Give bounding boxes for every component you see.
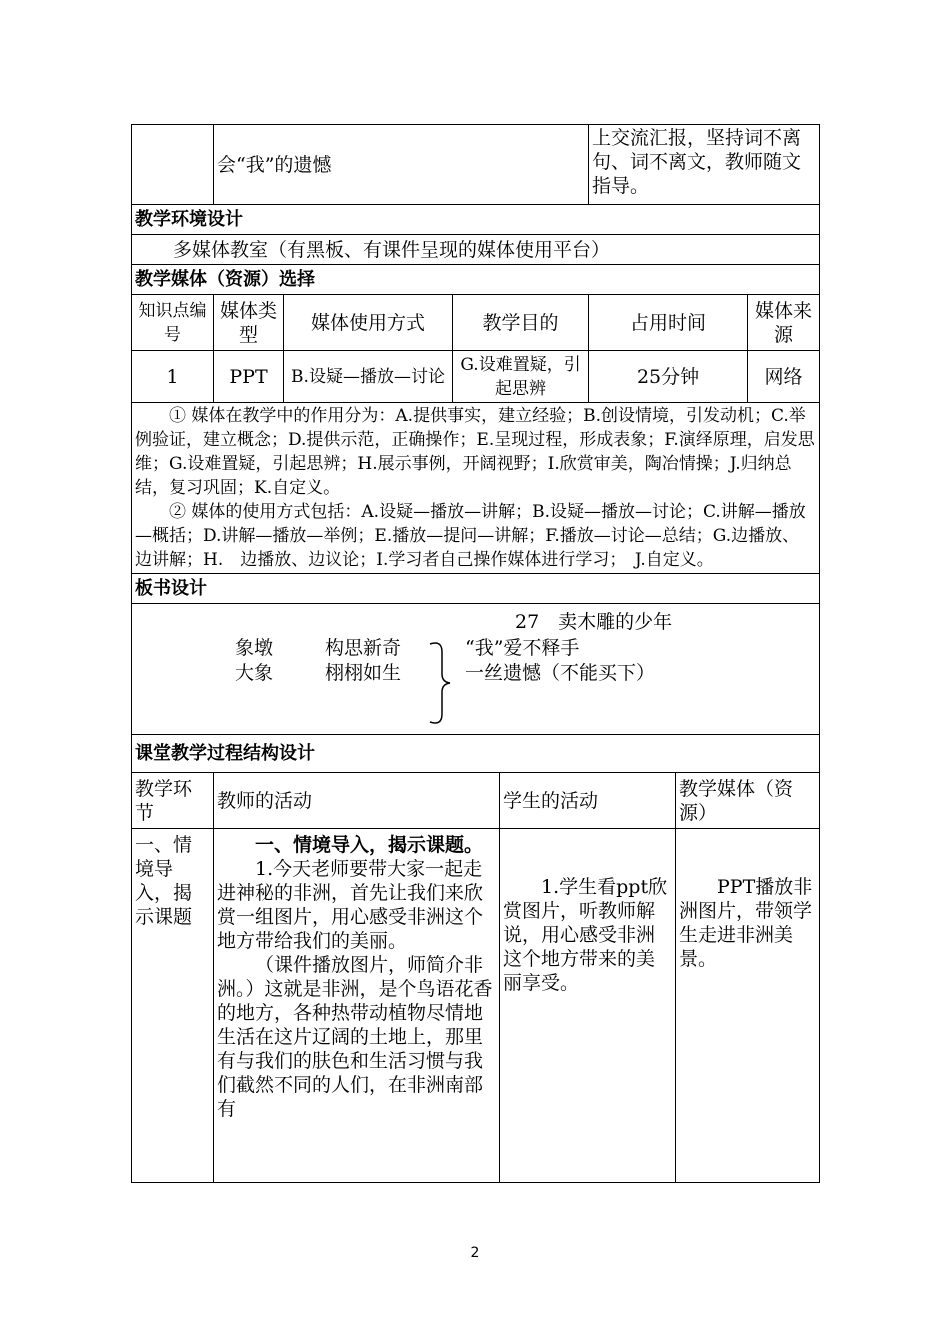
process-table	[131, 772, 820, 1183]
media-cell-type: PPT	[214, 351, 284, 403]
media-header-row	[132, 295, 820, 351]
media-cell-source: 网络	[748, 351, 820, 403]
process-media-cell	[676, 829, 820, 1183]
board-design-area	[132, 604, 820, 735]
continued-row	[132, 125, 820, 205]
media-cell-time: 25分钟	[589, 351, 748, 403]
board-heading: 板书设计	[132, 574, 820, 604]
continued-text-middle: 会“我”的遗憾	[217, 153, 332, 176]
media-notes-cell	[132, 403, 820, 574]
process-header-media: 教学媒体（资源）	[676, 773, 820, 829]
media-header-source: 媒体来源	[748, 295, 820, 351]
process-header-stage: 教学环节	[132, 773, 214, 829]
board-right-1: “我”爱不释手	[465, 637, 580, 659]
process-stage-cell: 一、情境导入，揭示课题	[132, 829, 214, 1183]
continued-cell-middle	[214, 125, 589, 205]
env-text: 多媒体教室（有黑板、有课件呈现的媒体使用平台）	[132, 235, 820, 265]
teacher-section-title: 一、情境导入，揭示课题。	[255, 834, 484, 856]
media-cell-purpose: G.设难置疑，引起思辨	[453, 351, 589, 403]
process-row-intro	[132, 829, 820, 1183]
media-note-usage: ② 媒体的使用方式包括：A.设疑—播放—讲解；B.设疑—播放—讨论；C.讲解—播放—概括；D.讲解—播放—举例；E.播放—提问—讲解；F.播放—讨论—总结；G.边播放、边讲解；H. 边播放、边议论；I.学习者自己操作媒体进行学习； J.自定义。	[135, 502, 806, 570]
media-header-time: 占用时间	[589, 295, 748, 351]
process-heading: 课堂教学过程结构设计	[132, 735, 820, 773]
media-note-roles: ① 媒体在教学中的作用分为：A.提供事实，建立经验；B.创设情境，引发动机；C.举例验证，建立概念；D.提供示范，正确操作；E.呈现过程，形成表象；F.演绎原理，启发思维；G.设难置疑，引起思辨；H.展示事例，开阔视野；I.欣赏审美，陶冶情操；J.归纳总结，复习巩固；K.自定义。	[135, 406, 815, 498]
teacher-paragraph-2: （课件播放图片，师简介非洲。）这就是非洲，是个鸟语花香的地方，各种热带动植物尽情地生活在这片辽阔的土地上，那里有与我们的肤色和生活习惯与我们截然不同的人们，在非洲南部有	[217, 954, 493, 1120]
lesson-plan-table	[131, 124, 820, 773]
board-mid-2: 栩栩如生	[325, 662, 402, 684]
continued-cell-right	[589, 125, 820, 205]
board-right-2: 一丝遗憾（不能买下）	[465, 662, 656, 684]
process-teacher-cell	[214, 829, 500, 1183]
media-cell-usage: B.设疑—播放—讨论	[284, 351, 453, 403]
media-activity-text: PPT播放非洲图片，带领学生走进非洲美景。	[679, 876, 813, 970]
env-heading: 教学环境设计	[132, 205, 820, 235]
media-header-purpose: 教学目的	[453, 295, 589, 351]
process-header-row	[132, 773, 820, 829]
media-heading: 教学媒体（资源）选择	[132, 265, 820, 295]
board-title: 27 卖木雕的少年	[515, 611, 673, 633]
board-left-1: 象墩	[235, 637, 274, 659]
board-left-2: 大象	[235, 662, 274, 684]
continued-text-right: 上交流汇报，坚持词不离句、词不离文，教师随文指导。	[592, 127, 802, 197]
teacher-paragraph-1: 1.今天老师要带大家一起走进神秘的非洲，首先让我们来欣赏一组图片，用心感受非洲这个地方带给我们的美丽。	[217, 858, 484, 952]
continued-cell-left	[132, 125, 214, 205]
process-header-teacher: 教师的活动	[214, 773, 500, 829]
media-header-type: 媒体类型	[214, 295, 284, 351]
board-mid-1: 构思新奇	[325, 637, 402, 659]
student-activity-text: 1.学生看ppt欣赏图片，听教师解说，用心感受非洲这个地方带来的美丽享受。	[503, 876, 668, 994]
media-data-row	[132, 351, 820, 403]
media-header-knowledge: 知识点编 号	[132, 295, 214, 351]
media-header-usage: 媒体使用方式	[284, 295, 453, 351]
board-brace-icon	[428, 640, 452, 726]
media-notes-row	[132, 403, 820, 574]
process-student-cell	[500, 829, 676, 1183]
process-header-student: 学生的活动	[500, 773, 676, 829]
media-cell-number: 1	[132, 351, 214, 403]
document-page	[131, 124, 819, 1183]
page-number: 2	[470, 1245, 480, 1261]
